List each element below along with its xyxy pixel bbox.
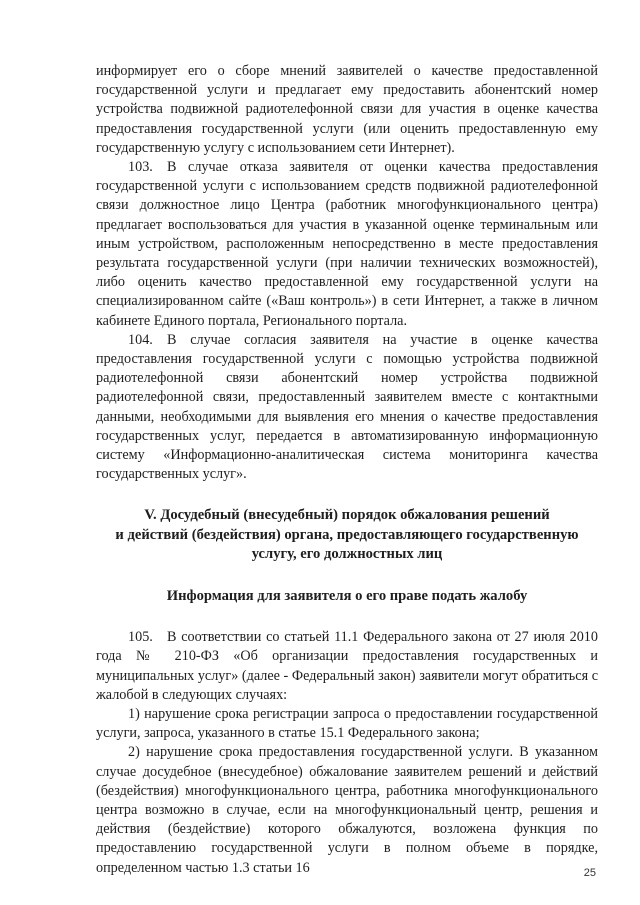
spacer (96, 484, 598, 506)
paragraph-continuation: информирует его о сборе мнений заявителей о качестве предоставленной государственной услуги и предлагает ему предоставить абонентский номер устройства подвижной радиотелефонной связи для участия в оценке качества предоставления государственной услуги (или оценить предоставленную ему государственную услугу с использованием сети Интернет). (96, 63, 598, 156)
paragraph-104: 104. В случае согласия заявителя на участие в оценке качества предоставления государственной услуги с помощью устройства подвижной радиотелефонной связи абонентский номер устройства подвижной радиотелефонной связи, предоставленный заявителем вместе с контактными данными, необходимыми для выявления его мнения о качестве предоставления государственных услуг, передается в автоматизированную информационную систему «Информационно-аналитическая система мониторинга качества государственных услуг». (96, 331, 598, 483)
paragraph-103: 103. В случае отказа заявителя от оценки качества предоставления государственной услуги с использованием средств подвижной радиотелефонной связи должностное лицо Центра (работник многофункционального центра) предлагает воспользоваться для участия в указанной оценке терминальным или иным устройством, расположенным непосредственно в месте предоставления результата государственной услуги (при наличии технических возможностей), либо оценить качество предоставленной ему государственной услуги на специализированном сайте («Ваш контроль») в сети Интернет, а также в личном кабинете Единого портала, Регионального портала. (96, 159, 598, 329)
list-item-1: 1) нарушение срока регистрации запроса о предоставлении государственной услуги, запроса, указанного в статье 15.1 Федерального закона; (96, 705, 598, 742)
list-item-2: 2) нарушение срока предоставления государственной услуги. В указанном случае досудебное (внесудебное) обжалование заявителем решений и действий (бездействия) многофункционального центра, работника многофункционального центра возможно в случае, если на многофункциональный центр, решения и действия (бездействие) которого обжалуются, возложена функция по предоставлению государственной услуги в полном объеме в порядке, определенном частью 1.3 статьи 16 (96, 744, 598, 876)
spacer (96, 606, 598, 628)
spacer (96, 565, 598, 587)
document-page (96, 62, 598, 878)
subheading: Информация для заявителя о его праве подать жалобу (166, 587, 528, 604)
section-heading (96, 506, 598, 564)
section-heading-line-3: услугу, его должностных лиц (251, 546, 443, 563)
section-heading-line-1: V. Досудебный (внесудебный) порядок обжалования решений (144, 507, 550, 524)
paragraph-105: 105. В соответствии со статьей 11.1 Федерального закона от 27 июля 2010 года № 210-ФЗ «Об организации предоставления государственных и муниципальных услуг» (далее - Федеральный закон) заявители могут обратиться с жалобой в следующих случаях: (96, 629, 598, 703)
section-heading-line-2: и действий (бездействия) органа, предоставляющего государственную (115, 526, 579, 543)
page-number: 25 (583, 867, 596, 879)
